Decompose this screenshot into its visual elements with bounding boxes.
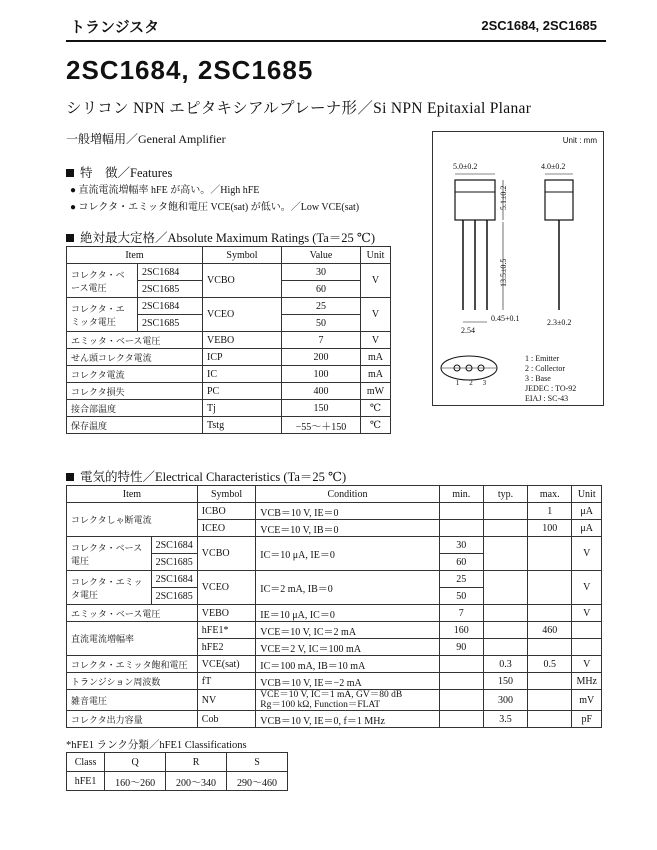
- condition-line: VCE＝10 V, IC＝1 mA, GV＝80 dB: [260, 690, 403, 700]
- pin-number: 2: [469, 379, 473, 387]
- col-header: max.: [528, 486, 572, 503]
- category-label: トランジスタ: [70, 18, 160, 36]
- table-row: [67, 366, 391, 383]
- application-label: 一般増幅用／General Amplifier: [66, 132, 226, 146]
- symbol-cell: VCBO: [197, 537, 256, 571]
- abs-max-heading: [66, 228, 375, 246]
- item-cell: コレクタ・ベース電圧: [67, 264, 138, 298]
- min-cell: 25: [439, 571, 483, 588]
- unit-cell: V: [572, 537, 602, 571]
- value-cell: 100: [281, 366, 360, 383]
- unit-cell: μA: [572, 503, 602, 520]
- unit-cell: ℃: [360, 400, 390, 417]
- min-cell: [439, 711, 483, 728]
- symbol-cell: NV: [197, 690, 256, 711]
- item-cell: コレクタ・エミッタ電圧: [67, 571, 152, 605]
- col-header: Item: [67, 247, 203, 264]
- package-drawing: [432, 131, 604, 406]
- unit-cell: mV: [572, 690, 602, 711]
- max-cell: [528, 537, 572, 571]
- condition-cell: VCE＝10 V, IC＝2 mA: [256, 622, 439, 639]
- page-title: 2SC1684, 2SC1685: [66, 55, 314, 85]
- unit-cell: [572, 622, 602, 639]
- item-cell: 直流電流増幅率: [67, 622, 198, 656]
- condition-cell: VCB＝10 V, IE＝−2 mA: [256, 673, 439, 690]
- min-cell: 7: [439, 605, 483, 622]
- pin-legend: [525, 354, 576, 404]
- symbol-cell: VCBO: [202, 264, 281, 298]
- header-rule: [66, 40, 606, 42]
- typ-cell: 0.3: [483, 656, 527, 673]
- dim-lead-length: 13.5±0.5: [499, 258, 508, 287]
- min-cell: 60: [439, 554, 483, 571]
- section-square-icon: [66, 169, 74, 177]
- abs-max-table: [66, 246, 391, 434]
- unit-cell: V: [360, 332, 390, 349]
- eiaj-label: EIAJ : SC-43: [525, 394, 569, 403]
- table-header-row: [67, 247, 391, 264]
- unit-cell: mA: [360, 366, 390, 383]
- pin-legend-item: 1 : Emitter: [525, 354, 560, 363]
- table-row: [67, 417, 391, 434]
- item-cell: コレクタ損失: [67, 383, 203, 400]
- col-header: Item: [67, 486, 198, 503]
- features-heading: [66, 163, 172, 181]
- symbol-cell: PC: [202, 383, 281, 400]
- max-cell: 1: [528, 503, 572, 520]
- condition-cell: VCB＝10 V, IE＝0, f＝1 MHz: [256, 711, 439, 728]
- col-header: Symbol: [202, 247, 281, 264]
- symbol-cell: VCE(sat): [197, 656, 256, 673]
- min-cell: [439, 520, 483, 537]
- value-cell: 200: [281, 349, 360, 366]
- table-row: [67, 332, 391, 349]
- table-row: [67, 349, 391, 366]
- table-row: [67, 537, 602, 554]
- typ-cell: [483, 503, 527, 520]
- item-cell: 雑音電圧: [67, 690, 198, 711]
- min-cell: 30: [439, 537, 483, 554]
- symbol-cell: ICBO: [197, 503, 256, 520]
- dim-pitch: 2.54: [461, 326, 475, 335]
- max-cell: [528, 673, 572, 690]
- body-side-outline: [545, 180, 573, 220]
- table-row: [67, 605, 602, 622]
- condition-cell: IC＝10 μA, IE＝0: [256, 537, 439, 571]
- typ-cell: [483, 605, 527, 622]
- typ-cell: 150: [483, 673, 527, 690]
- item-cell: 接合部温度: [67, 400, 203, 417]
- col-header: typ.: [483, 486, 527, 503]
- item-cell: コレクタ・ベース電圧: [67, 537, 152, 571]
- unit-label: Unit : mm: [562, 136, 597, 145]
- symbol-cell: Tj: [202, 400, 281, 417]
- col-header: S: [227, 753, 288, 772]
- col-header: Symbol: [197, 486, 256, 503]
- condition-cell: VCE＝2 V, IC＝100 mA: [256, 639, 439, 656]
- min-cell: 90: [439, 639, 483, 656]
- section-square-icon: [66, 234, 74, 242]
- condition-cell: VCE＝10 V, IB＝0: [256, 520, 439, 537]
- pin-number: 3: [482, 379, 487, 387]
- table-row: [67, 503, 602, 520]
- jedec-label: JEDEC : TO-92: [525, 384, 577, 393]
- pin-numbers: [451, 379, 491, 387]
- row-label: hFE1: [67, 772, 105, 791]
- table-row: [67, 690, 602, 711]
- typ-cell: [483, 571, 527, 605]
- pin-number: 1: [455, 379, 460, 387]
- item-cell: 保存温度: [67, 417, 203, 434]
- typ-cell: [483, 639, 527, 656]
- value-cell: 7: [281, 332, 360, 349]
- condition-cell: [256, 690, 439, 711]
- elec-heading-text: 電気的特性／Electrical Characteristics (Ta＝25 ℃): [80, 470, 347, 484]
- symbol-cell: VEBO: [202, 332, 281, 349]
- col-header: Condition: [256, 486, 439, 503]
- value-cell: −55～＋150: [281, 417, 360, 434]
- condition-cell: IC＝2 mA, IB＝0: [256, 571, 439, 605]
- dim-body-height: 5.1±0.2: [499, 185, 508, 210]
- symbol-cell: hFE2: [197, 639, 256, 656]
- value-cell: 30: [281, 264, 360, 281]
- value-cell: 160～260: [105, 772, 166, 791]
- symbol-cell: VCEO: [202, 298, 281, 332]
- value-cell: 200～340: [166, 772, 227, 791]
- min-cell: [439, 690, 483, 711]
- max-cell: [528, 639, 572, 656]
- unit-cell: V: [572, 605, 602, 622]
- table-row: [67, 673, 602, 690]
- item-cell: エミッタ・ベース電圧: [67, 605, 198, 622]
- item-cell: エミッタ・ベース電圧: [67, 332, 203, 349]
- max-cell: [528, 605, 572, 622]
- value-cell: 290～460: [227, 772, 288, 791]
- item-cell: コレクタしゃ断電流: [67, 503, 198, 537]
- part-cell: 2SC1684: [138, 298, 203, 315]
- part-cell: 2SC1684: [151, 571, 197, 588]
- typ-cell: 3.5: [483, 711, 527, 728]
- col-header: Q: [105, 753, 166, 772]
- typ-cell: [483, 537, 527, 571]
- feature-text: コレクタ・エミッタ飽和電圧 VCE(sat) が低い。／Low VCE(sat): [78, 202, 360, 213]
- max-cell: [528, 690, 572, 711]
- value-cell: 150: [281, 400, 360, 417]
- condition-cell: IE＝10 μA, IC＝0: [256, 605, 439, 622]
- symbol-cell: hFE1*: [197, 622, 256, 639]
- dim-lead-thickness: 0.45+0.1: [491, 314, 520, 323]
- unit-cell: V: [572, 656, 602, 673]
- col-header: Unit: [572, 486, 602, 503]
- unit-cell: ℃: [360, 417, 390, 434]
- subtitle: シリコン NPN エピタキシアルプレーナ形／Si NPN Epitaxial Planar: [66, 100, 532, 117]
- col-header: Class: [67, 753, 105, 772]
- unit-cell: V: [360, 298, 390, 332]
- symbol-cell: fT: [197, 673, 256, 690]
- symbol-cell: Tstg: [202, 417, 281, 434]
- value-cell: 60: [281, 281, 360, 298]
- part-cell: 2SC1684: [151, 537, 197, 554]
- package-outline-svg: [433, 132, 603, 405]
- table-row: [67, 298, 391, 315]
- item-cell: せん頭コレクタ電流: [67, 349, 203, 366]
- classification-heading: *hFE1 ランク分類／hFE1 Classifications: [66, 740, 247, 751]
- pin-legend-item: 3 : Base: [525, 374, 551, 383]
- unit-cell: μA: [572, 520, 602, 537]
- typ-cell: [483, 520, 527, 537]
- section-square-icon: [66, 473, 74, 481]
- table-row: [67, 656, 602, 673]
- table-header-row: [67, 753, 288, 772]
- unit-cell: V: [572, 571, 602, 605]
- item-cell: コレクタ電流: [67, 366, 203, 383]
- min-cell: [439, 656, 483, 673]
- table-row: [67, 571, 602, 588]
- max-cell: [528, 711, 572, 728]
- table-row: [67, 264, 391, 281]
- min-cell: 50: [439, 588, 483, 605]
- unit-cell: MHz: [572, 673, 602, 690]
- condition-cell: IC＝100 mA, IB＝10 mA: [256, 656, 439, 673]
- symbol-cell: VEBO: [197, 605, 256, 622]
- max-cell: 460: [528, 622, 572, 639]
- condition-cell: VCB＝10 V, IE＝0: [256, 503, 439, 520]
- part-cell: 2SC1684: [138, 264, 203, 281]
- unit-cell: V: [360, 264, 390, 298]
- condition-line: Rg＝100 kΩ, Function＝FLAT: [260, 700, 381, 710]
- item-cell: トランジション周波数: [67, 673, 198, 690]
- table-header-row: [67, 486, 602, 503]
- unit-cell: [572, 639, 602, 656]
- item-cell: コレクタ・エミッタ飽和電圧: [67, 656, 198, 673]
- dim-side-lead: 2.3±0.2: [547, 318, 572, 327]
- body-front-outline: [455, 180, 495, 220]
- item-cell: コレクタ・エミッタ電圧: [67, 298, 138, 332]
- dim-width: 5.0±0.2: [453, 162, 478, 171]
- features-heading-text: 特 徴／Features: [80, 166, 173, 180]
- item-cell: コレクタ出力容量: [67, 711, 198, 728]
- symbol-cell: ICEO: [197, 520, 256, 537]
- dim-side-width: 4.0±0.2: [541, 162, 566, 171]
- min-cell: [439, 503, 483, 520]
- symbol-cell: Cob: [197, 711, 256, 728]
- feature-text: 直流電流増幅率 hFE が高い。／High hFE: [78, 185, 260, 196]
- symbol-cell: IC: [202, 366, 281, 383]
- part-cell: 2SC1685: [138, 315, 203, 332]
- unit-cell: mW: [360, 383, 390, 400]
- value-cell: 25: [281, 298, 360, 315]
- abs-max-heading-text: 絶対最大定格／Absolute Maximum Ratings (Ta＝25 ℃): [80, 231, 376, 245]
- typ-cell: 300: [483, 690, 527, 711]
- min-cell: 160: [439, 622, 483, 639]
- symbol-cell: VCEO: [197, 571, 256, 605]
- classification-table: [66, 752, 288, 791]
- elec-table: [66, 485, 602, 728]
- value-cell: 400: [281, 383, 360, 400]
- col-header: R: [166, 753, 227, 772]
- symbol-cell: ICP: [202, 349, 281, 366]
- col-header: Unit: [360, 247, 390, 264]
- col-header: min.: [439, 486, 483, 503]
- elec-heading: [66, 467, 346, 485]
- part-cell: 2SC1685: [151, 554, 197, 571]
- table-row: [67, 711, 602, 728]
- unit-cell: pF: [572, 711, 602, 728]
- header-part-numbers: 2SC1684, 2SC1685: [481, 18, 597, 33]
- part-cell: 2SC1685: [138, 281, 203, 298]
- value-cell: 50: [281, 315, 360, 332]
- min-cell: [439, 673, 483, 690]
- unit-cell: mA: [360, 349, 390, 366]
- col-header: Value: [281, 247, 360, 264]
- max-cell: 100: [528, 520, 572, 537]
- table-row: [67, 772, 288, 791]
- feature-item: ● コレクタ・エミッタ飽和電圧 VCE(sat) が低い。／Low VCE(sat): [70, 202, 360, 213]
- table-row: [67, 383, 391, 400]
- typ-cell: [483, 622, 527, 639]
- table-row: [67, 400, 391, 417]
- max-cell: [528, 571, 572, 605]
- table-row: [67, 622, 602, 639]
- max-cell: 0.5: [528, 656, 572, 673]
- pin-legend-item: 2 : Collector: [525, 364, 565, 373]
- part-cell: 2SC1685: [151, 588, 197, 605]
- feature-item: ● 直流電流増幅率 hFE が高い。／High hFE: [70, 185, 260, 196]
